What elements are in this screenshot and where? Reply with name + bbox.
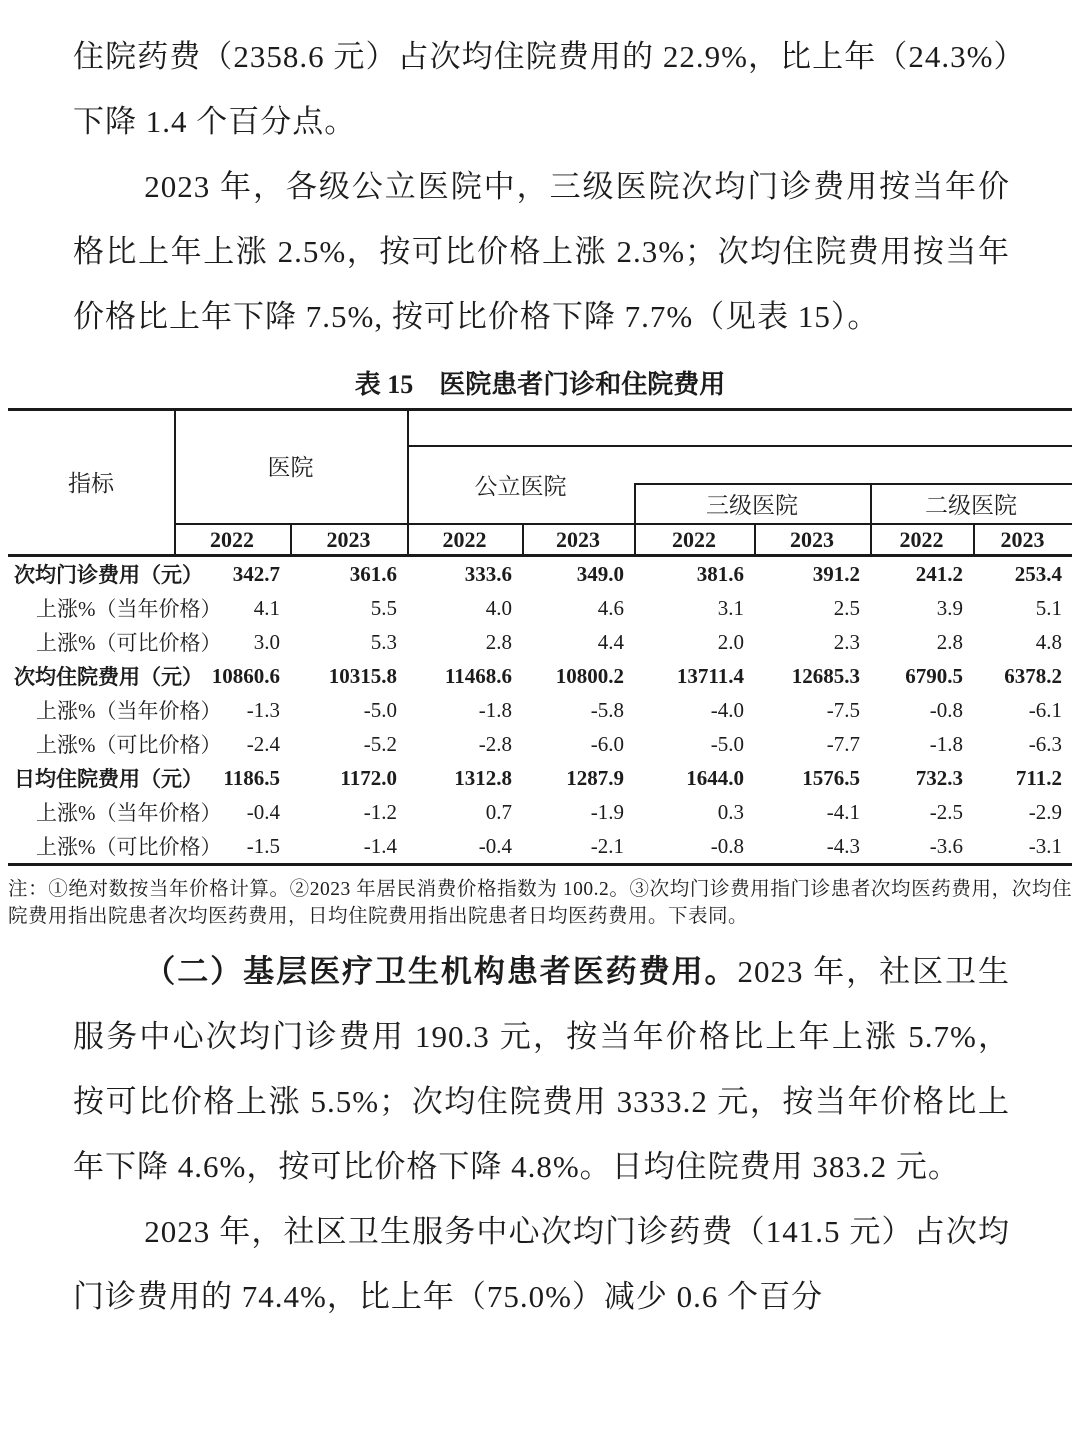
header-indicator: 指标 (68, 470, 114, 496)
value-cell: -1.2 (363, 799, 397, 824)
header-bottom-border (8, 554, 1072, 557)
value-cell: 3.9 (936, 595, 963, 620)
row-label: 上涨%（当年价格） (36, 597, 222, 621)
value-cell: 2.8 (485, 629, 512, 654)
value-cell: -4.1 (826, 799, 860, 824)
paragraph-hospital-drug-fee: 住院药费（2358.6 元）占次均住院费用的 22.9%，比上年（24.3%）下降 1.4 个百分点。 (73, 39, 1010, 139)
paragraph-community-drug-fee: 2023 年，社区卫生服务中心次均门诊药费（141.5 元）占次均门诊费用的 74.4%，比上年（75.0%）减少 0.6 个百分 (73, 1214, 1010, 1314)
value-cell: 391.2 (812, 561, 860, 586)
value-cell: 361.6 (349, 561, 397, 586)
value-cell: -5.2 (363, 731, 397, 756)
value-cell: 1312.8 (454, 765, 512, 790)
year-cell: 2022 (210, 526, 254, 552)
year-cell: 2023 (1000, 526, 1045, 552)
value-cell: 5.1 (1035, 595, 1062, 620)
value-cell: 732.3 (915, 765, 963, 790)
value-cell: -0.4 (246, 799, 280, 824)
row-label: 次均住院费用（元） (14, 665, 203, 689)
row-label: 日均住院费用（元） (14, 767, 203, 791)
value-cell: 11468.6 (444, 663, 512, 688)
value-cell: 4.8 (1035, 629, 1062, 654)
value-cell: -0.4 (478, 833, 512, 858)
year-cell: 2022 (899, 526, 944, 552)
table-row (8, 591, 1072, 625)
value-cell: 342.7 (232, 561, 280, 586)
value-cell: 241.2 (915, 561, 963, 586)
section-2-body: 2023 年，社区卫生服务中心次均门诊费用 190.3 元，按当年价格比上年上涨 5.7%，按可比价格上涨 5.5%；次均住院费用 3333.2 元，按当年价格比上年下降 4.6%，按可比价格下降 4.8%。日均住院费用 383.2 元。 (73, 954, 1011, 1184)
paragraph-section-2 (73, 939, 1010, 1199)
value-cell: -0.8 (929, 697, 963, 722)
table-15 (0, 408, 1080, 866)
row-label: 次均门诊费用（元） (14, 563, 203, 587)
row-label: 上涨%（当年价格） (36, 801, 222, 825)
value-cell: -7.5 (826, 697, 860, 722)
value-cell: 2.0 (717, 629, 744, 654)
value-cell: -4.0 (710, 697, 744, 722)
value-cell: -5.0 (363, 697, 397, 722)
value-cell: -6.1 (1028, 697, 1062, 722)
table-note: 注：①绝对数按当年价格计算。②2023 年居民消费价格指数为 100.2。③次均门诊费用指门诊患者次均医药费用，次均住院费用指出院患者次均医药费用，日均住院费用指出院患者日均医药费用。下表同。 (8, 879, 1072, 927)
year-cell: 2022 (672, 526, 716, 552)
value-cell: -2.8 (478, 731, 512, 756)
value-cell: 4.1 (253, 595, 280, 620)
header-group-public: 公立医院 (474, 473, 567, 499)
row-label: 上涨%（可比价格） (36, 733, 222, 757)
value-cell: -1.8 (478, 697, 512, 722)
row-label: 上涨%（可比价格） (36, 835, 222, 859)
value-cell: -2.9 (1028, 799, 1062, 824)
value-cell: 0.7 (485, 799, 512, 824)
value-cell: 6378.2 (1004, 663, 1062, 688)
section-2-heading: （二）基层医疗卫生机构患者医药费用。 (144, 954, 738, 989)
value-cell: -6.3 (1028, 731, 1062, 756)
table-title: 表 15 医院患者门诊和住院费用 (354, 370, 726, 399)
value-cell: -7.7 (826, 731, 860, 756)
value-cell: 1186.5 (223, 765, 280, 790)
table-row (8, 829, 1072, 863)
value-cell: 0.3 (717, 799, 744, 824)
value-cell: -2.4 (246, 731, 280, 756)
row-label: 上涨%（当年价格） (36, 699, 222, 723)
value-cell: 5.5 (370, 595, 397, 620)
value-cell: 1287.9 (566, 765, 624, 790)
value-cell: 1576.5 (802, 765, 860, 790)
value-cell: 381.6 (696, 561, 744, 586)
value-cell: -4.3 (826, 833, 860, 858)
table-row (8, 557, 1072, 591)
value-cell: 2.3 (833, 629, 860, 654)
value-cell: 4.6 (597, 595, 624, 620)
value-cell: -5.8 (590, 697, 624, 722)
year-cell: 2023 (556, 526, 600, 552)
value-cell: -0.8 (710, 833, 744, 858)
value-cell: -3.6 (929, 833, 963, 858)
table-row (8, 795, 1072, 829)
value-cell: 2.5 (833, 595, 860, 620)
year-row (8, 525, 1072, 554)
value-cell: 1172.0 (340, 765, 397, 790)
header-group-hospital: 医院 (267, 455, 314, 480)
value-cell: 4.4 (597, 629, 624, 654)
value-cell: 253.4 (1014, 561, 1062, 586)
paragraph-public-hospital-fees: 2023 年，各级公立医院中，三级医院次均门诊费用按当年价格比上年上涨 2.5%，按可比价格上涨 2.3%；次均住院费用按当年价格比上年下降 7.5%, 按可比价格下降 7.7%（见表 15）。 (73, 169, 1010, 334)
value-cell: -3.1 (1028, 833, 1062, 858)
value-cell: -2.5 (929, 799, 963, 824)
value-cell: 2.8 (936, 629, 963, 654)
value-cell: 1644.0 (686, 765, 744, 790)
table-row (8, 625, 1072, 659)
value-cell: 10800.2 (555, 663, 624, 688)
value-cell: -1.8 (929, 731, 963, 756)
table-row (8, 693, 1072, 727)
value-cell: 6790.5 (905, 663, 963, 688)
value-cell: -5.0 (710, 731, 744, 756)
header-group-tertiary: 三级医院 (706, 492, 798, 518)
table-row (8, 659, 1072, 693)
value-cell: -1.3 (246, 697, 280, 722)
row-label: 上涨%（可比价格） (36, 631, 222, 655)
value-cell: 5.3 (370, 629, 397, 654)
value-cell: 10315.8 (328, 663, 397, 688)
value-cell: 349.0 (576, 561, 624, 586)
header-group-secondary: 二级医院 (925, 492, 1017, 518)
year-cell: 2023 (326, 526, 371, 552)
value-cell: -1.4 (363, 833, 397, 858)
year-cell: 2022 (442, 526, 487, 552)
year-cell: 2023 (790, 526, 834, 552)
value-cell: 3.0 (253, 629, 280, 654)
value-cell: 4.0 (485, 595, 512, 620)
value-cell: -6.0 (590, 731, 624, 756)
value-cell: 3.1 (717, 595, 744, 620)
value-cell: 10860.6 (211, 663, 280, 688)
value-cell: -1.5 (246, 833, 280, 858)
value-cell: 12685.3 (791, 663, 860, 688)
table-row (8, 727, 1072, 761)
value-cell: 13711.4 (676, 663, 744, 688)
table-header (8, 408, 1072, 557)
value-cell: 711.2 (1015, 765, 1062, 790)
table-body (8, 557, 1072, 866)
value-cell: -1.9 (590, 799, 624, 824)
value-cell: -2.1 (590, 833, 624, 858)
value-cell: 333.6 (464, 561, 512, 586)
table-row (8, 761, 1072, 795)
